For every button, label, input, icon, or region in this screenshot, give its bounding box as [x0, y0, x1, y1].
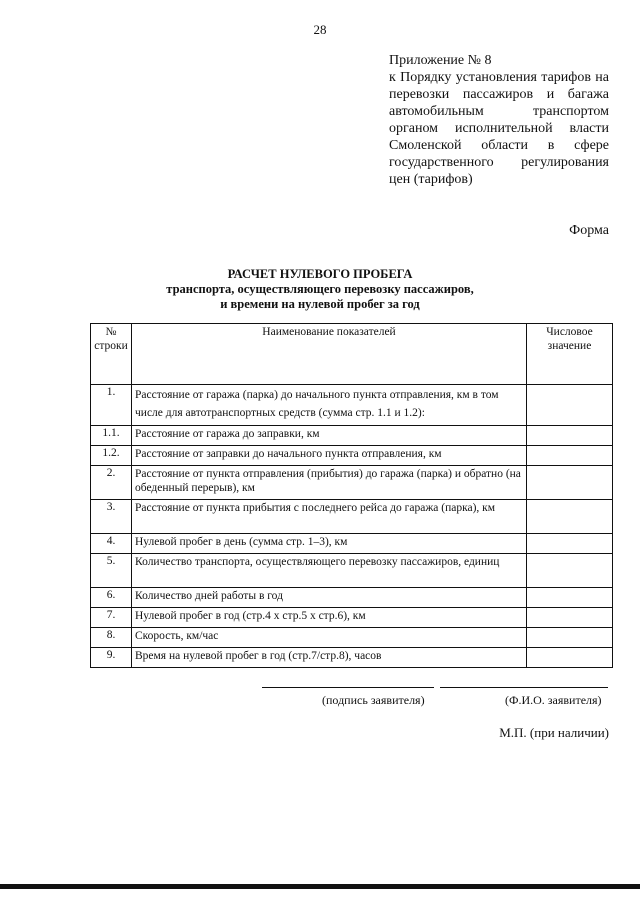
table-row — [91, 628, 613, 648]
row-number: 9. — [91, 648, 132, 668]
row-indicator: Нулевой пробег в день (сумма стр. 1–3), км — [132, 534, 527, 554]
table-row — [91, 554, 613, 588]
signature-line — [262, 687, 434, 688]
row-indicator: Расстояние от заправки до начального пункта отправления, км — [132, 446, 527, 466]
table-row — [91, 534, 613, 554]
row-number: 8. — [91, 628, 132, 648]
header-row-number: № строки — [91, 324, 132, 385]
row-value — [527, 648, 613, 668]
row-indicator: Количество транспорта, осуществляющего перевозку пассажиров, единиц — [132, 554, 527, 588]
row-value — [527, 500, 613, 534]
row-indicator: Нулевой пробег в год (стр.4 х стр.5 х стр.6), км — [132, 608, 527, 628]
row-indicator: Скорость, км/час — [132, 628, 527, 648]
row-value — [527, 534, 613, 554]
header-indicator-name: Наименование показателей — [132, 324, 527, 385]
title-line-2: транспорта, осуществляющего перевозку пассажиров, — [166, 282, 474, 296]
row-indicator: Расстояние от пункта отправления (прибытия) до гаража (парка) и обратно (на обеденный перерыв), км — [132, 466, 527, 500]
form-label: Форма — [569, 223, 609, 238]
row-indicator: Расстояние от гаража до заправки, км — [132, 426, 527, 446]
row-number: 1.2. — [91, 446, 132, 466]
header-numeric-value: Числовое значение — [527, 324, 613, 385]
table-row — [91, 385, 613, 426]
row-number: 1. — [91, 385, 132, 426]
row-number: 5. — [91, 554, 132, 588]
page-number: 28 — [313, 22, 327, 37]
table-header-row — [91, 324, 613, 385]
row-value — [527, 385, 613, 426]
row-value — [527, 588, 613, 608]
appendix-title: Приложение № 8 — [389, 53, 492, 68]
name-caption: (Ф.И.О. заявителя) — [505, 693, 602, 707]
row-number: 6. — [91, 588, 132, 608]
row-value — [527, 446, 613, 466]
table-row — [91, 426, 613, 446]
row-value — [527, 466, 613, 500]
table-row — [91, 608, 613, 628]
appendix-header — [389, 52, 609, 188]
row-number: 1.1. — [91, 426, 132, 446]
row-value — [527, 628, 613, 648]
table-row — [91, 466, 613, 500]
document-title — [0, 267, 640, 312]
row-number: 3. — [91, 500, 132, 534]
row-indicator: Время на нулевой пробег в год (стр.7/стр.8), часов — [132, 648, 527, 668]
row-indicator: Расстояние от пункта прибытия с последнего рейса до гаража (парка), км — [132, 500, 527, 534]
page-bottom-bar — [0, 884, 640, 889]
table-row — [91, 446, 613, 466]
row-number: 7. — [91, 608, 132, 628]
indicators-table — [90, 323, 613, 668]
signature-caption: (подпись заявителя) — [322, 693, 425, 707]
title-line-3: и времени на нулевой пробег за год — [220, 297, 420, 311]
table-row — [91, 500, 613, 534]
title-line-1: РАСЧЕТ НУЛЕВОГО ПРОБЕГА — [227, 267, 413, 281]
stamp-note: М.П. (при наличии) — [499, 725, 609, 740]
row-value — [527, 608, 613, 628]
row-number: 4. — [91, 534, 132, 554]
row-indicator: Количество дней работы в год — [132, 588, 527, 608]
row-value — [527, 426, 613, 446]
row-value — [527, 554, 613, 588]
row-indicator: Расстояние от гаража (парка) до начального пункта отправления, км в том числе для автотранспортных средств (сумма стр. 1.1 и 1.2): — [132, 385, 527, 426]
appendix-body: к Порядку установления тарифов на перевозки пассажиров и багажа автомобильным транспортом органом исполнительной власти Смоленской области в сфере государственного регулирования цен (тарифов) — [389, 70, 609, 187]
table-row — [91, 588, 613, 608]
table-row — [91, 648, 613, 668]
name-line — [440, 687, 608, 688]
row-number: 2. — [91, 466, 132, 500]
